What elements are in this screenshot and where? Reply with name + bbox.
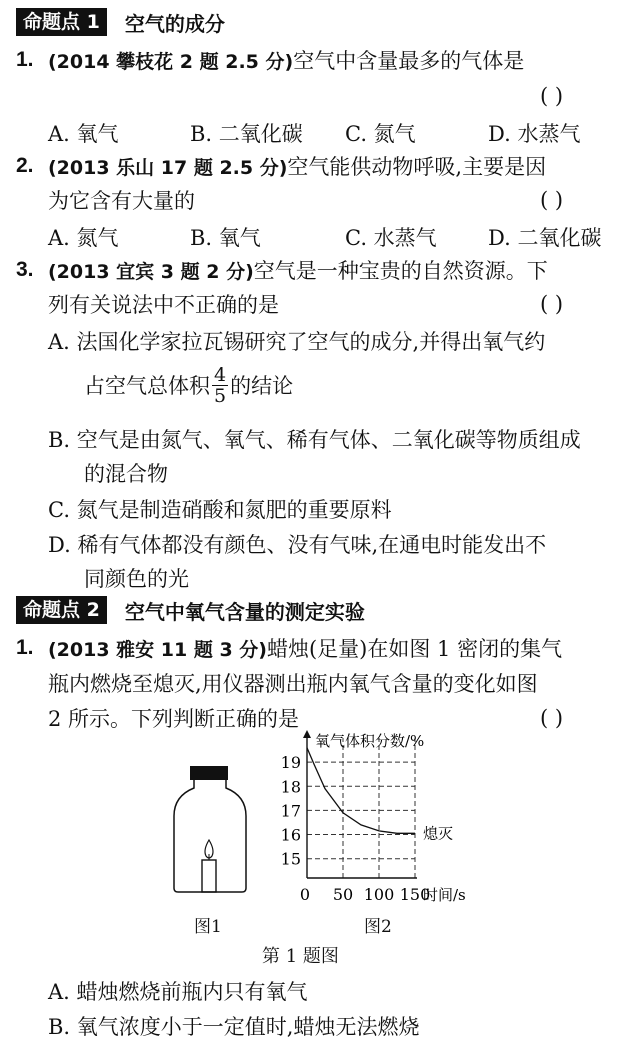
section-title: 空气的成分 [124, 11, 225, 36]
option-a: A. 氧气 [48, 122, 119, 146]
option-a-line2 [84, 362, 293, 408]
y-axis-arrow-icon [303, 730, 311, 738]
question-number: 3. [16, 258, 34, 281]
y-tick-label: 19 [280, 753, 301, 773]
y-tick-labels [281, 753, 301, 869]
question-number: 1. [16, 48, 34, 71]
answer-paren: ( ) [540, 292, 564, 316]
question-text: 蜡烛(足量)在如图 1 密闭的集气 [266, 637, 563, 661]
question-text: 空气能供动物呼吸,主要是因 [287, 155, 547, 179]
y-tick-label: 15 [280, 849, 301, 869]
answer-paren: ( ) [540, 84, 564, 108]
fraction-numerator: 4 [214, 363, 227, 386]
answer-paren: ( ) [540, 188, 564, 212]
question-number: 2. [16, 154, 34, 177]
option-b: B. 氧气 [190, 226, 261, 250]
option-b: B. 二氧化碳 [190, 122, 303, 146]
question-text-line2: 列有关说法中不正确的是 [48, 293, 279, 317]
question-source: (2013 宜宾 3 题 2 分) [48, 261, 254, 283]
x-tick-label: 0 [299, 885, 311, 904]
option-c: C. 氮气 [345, 122, 416, 146]
jar-outline [174, 780, 246, 892]
x-tick-label: 50 [332, 885, 354, 904]
figure-2-oxygen-chart [275, 728, 515, 906]
figure-caption: 第 1 题图 [262, 946, 339, 967]
chart-grid [307, 738, 415, 878]
option-b-line2: 的混合物 [84, 462, 168, 486]
section-title: 空气中氧气含量的测定实验 [124, 599, 365, 624]
question-stem [48, 636, 562, 663]
series-line [307, 748, 415, 834]
option-b: B. 氧气浓度小于一定值时,蜡烛无法燃烧 [48, 1015, 420, 1039]
y-tick-label: 16 [280, 825, 301, 845]
question-stem [48, 258, 548, 285]
x-tick-label: 150 [399, 885, 431, 904]
question-stem [48, 154, 546, 181]
section-tag: 命题点 2 [16, 596, 107, 624]
figure-1-jar-candle [160, 760, 260, 900]
figure-1-label: 图1 [194, 917, 222, 937]
y-tick-label: 18 [280, 777, 301, 797]
x-axis-label: 时间/s [423, 886, 466, 904]
fraction [212, 365, 228, 406]
x-tick-label: 100 [363, 885, 395, 904]
option-c: C. 水蒸气 [345, 226, 437, 250]
question-source: (2013 雅安 11 题 3 分) [48, 639, 267, 661]
question-number: 1. [16, 636, 34, 659]
section-header-2 [16, 596, 365, 624]
option-a: A. 蜡烛燃烧前瓶内只有氧气 [48, 980, 308, 1004]
option-a-text: 占空气总体积 [84, 374, 210, 398]
question-text: 空气中含量最多的气体是 [293, 49, 525, 73]
section-header-1 [16, 8, 225, 36]
option-b-line1: B. 空气是由氮气、氧气、稀有气体、二氧化碳等物质组成 [48, 428, 581, 452]
y-tick-label: 17 [280, 801, 301, 821]
question-source: (2013 乐山 17 题 2.5 分) [48, 157, 288, 179]
answer-paren: ( ) [540, 706, 564, 730]
figure-2-label: 图2 [364, 917, 392, 937]
option-c: C. 氮气是制造硝酸和氮肥的重要原料 [48, 498, 392, 522]
option-a-text-end: 的结论 [230, 374, 294, 398]
section-tag: 命题点 1 [16, 8, 107, 36]
y-axis-label: 氧气体积分数/% [315, 732, 425, 750]
option-d-line1: D. 稀有气体都没有颜色、没有气味,在通电时能发出不 [48, 533, 547, 557]
fraction-denominator: 5 [214, 384, 227, 407]
question-text-line3: 2 所示。下列判断正确的是 [48, 707, 300, 731]
question-text-line2: 为它含有大量的 [48, 189, 195, 213]
question-stem [48, 48, 524, 75]
option-d: D. 水蒸气 [488, 122, 581, 146]
chart-annotation: 熄灭 [423, 824, 454, 843]
option-d: D. 二氧化碳 [488, 226, 602, 250]
question-text: 空气是一种宝贵的自然资源。下 [253, 259, 548, 283]
jar-stopper [190, 766, 228, 780]
x-tick-labels [300, 885, 430, 904]
option-a-line1: A. 法国化学家拉瓦锡研究了空气的成分,并得出氧气约 [48, 330, 546, 354]
question-text-line2: 瓶内燃烧至熄灭,用仪器测出瓶内氧气含量的变化如图 [48, 672, 538, 696]
option-d-line2: 同颜色的光 [84, 567, 189, 591]
candle-body [202, 860, 216, 892]
option-a: A. 氮气 [48, 226, 119, 250]
question-source: (2014 攀枝花 2 题 2.5 分) [48, 51, 294, 73]
